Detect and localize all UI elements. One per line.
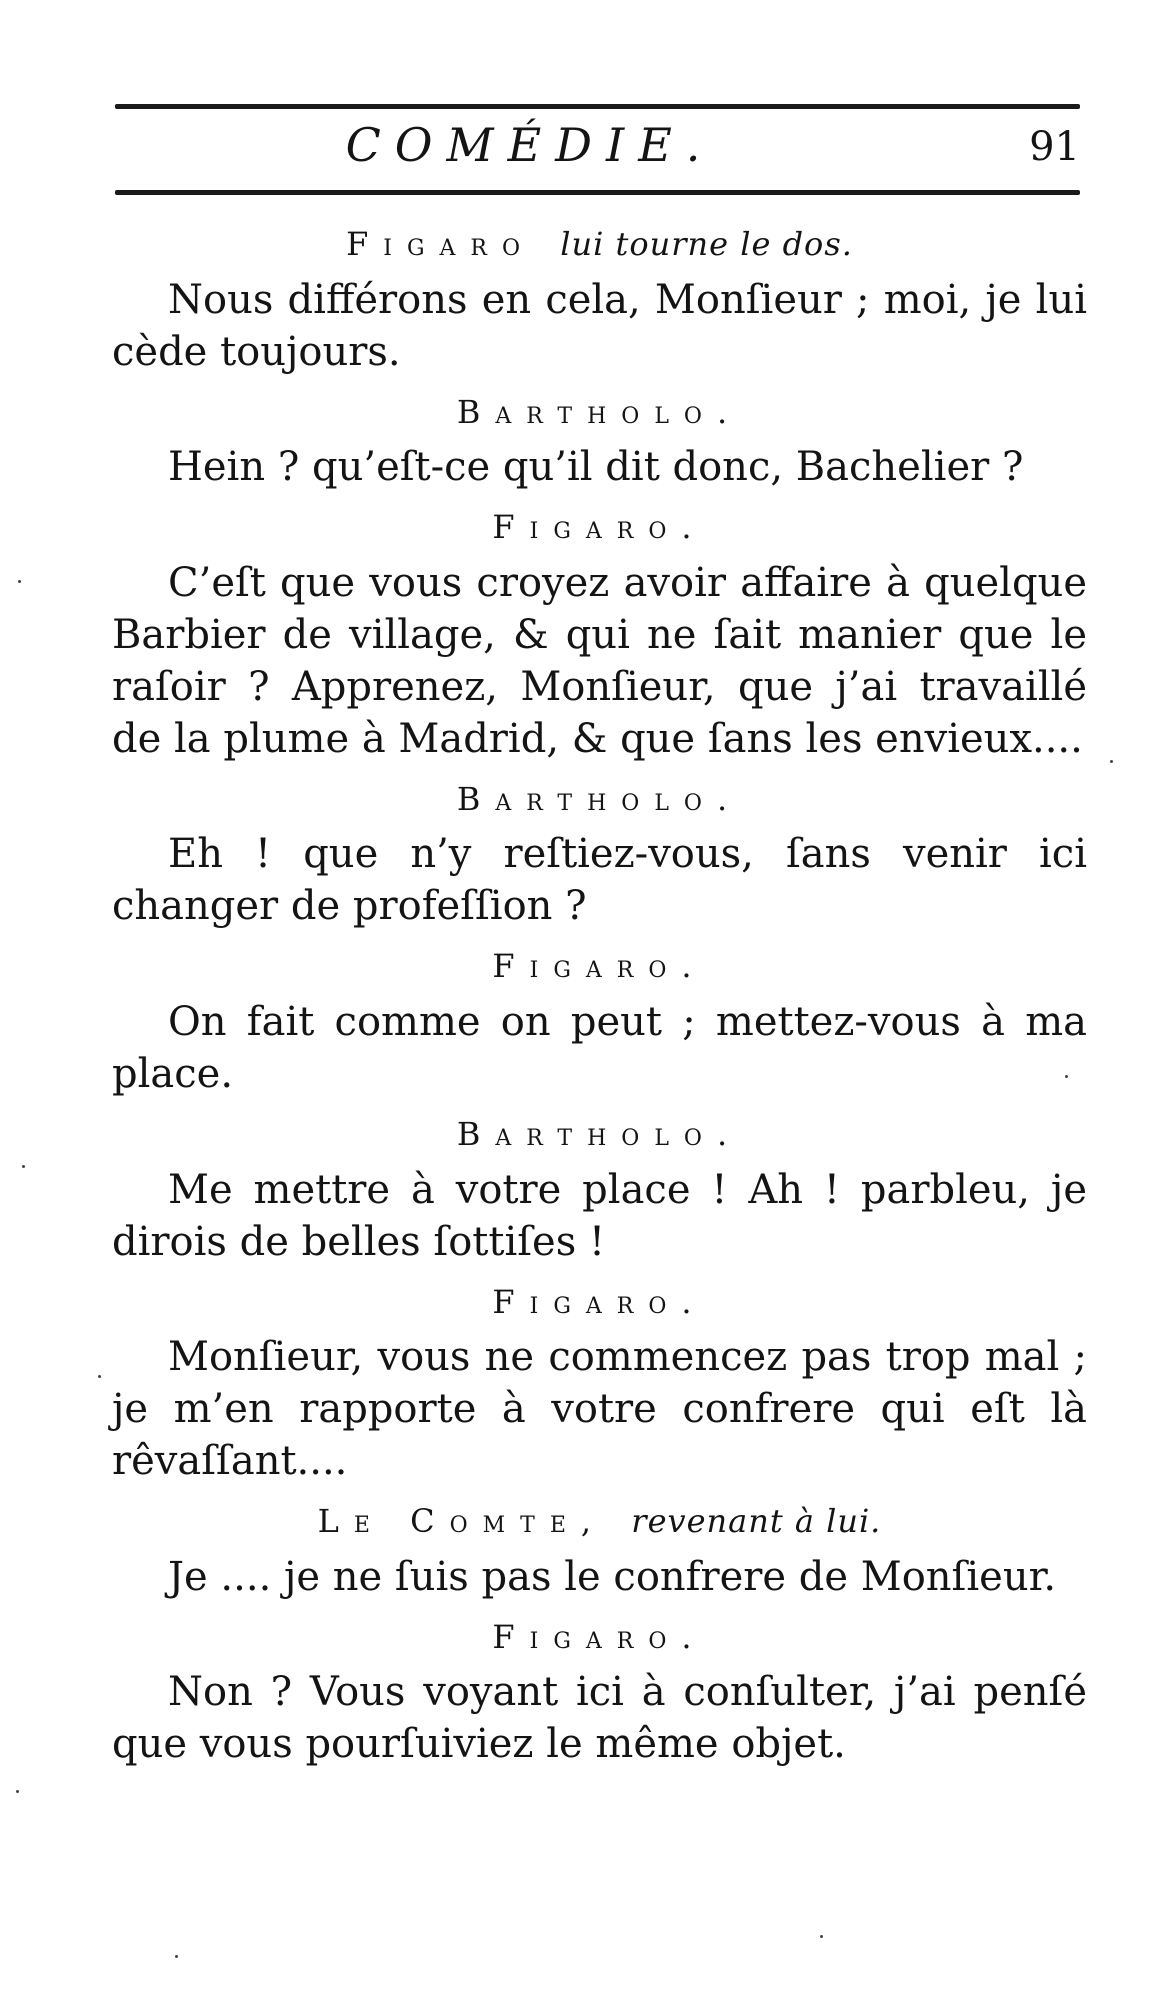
speech-text: Hein ? qu’eſt-ce qu’il dit donc, Bachelier ? (168, 444, 1024, 491)
speaker-heading (112, 1114, 1087, 1156)
speaker-heading (112, 224, 1087, 266)
speaker-heading (112, 507, 1087, 549)
speaker-heading (112, 1282, 1087, 1324)
speaker-name: Le Comte, (317, 1502, 607, 1541)
play-text (112, 210, 1087, 1770)
dialogue-block (112, 1282, 1087, 1488)
speaker-name: Figaro. (492, 508, 707, 547)
speaker-name: Bartholo. (456, 1114, 743, 1153)
speech-text: C’eſt que vous croyez avoir affaire à quelque Barbier de village, & qui ne ſait manier que le raſoir ? Apprenez, Monſieur, que j’ai travaillé de la plume à Madrid, & que ſans les envieux.... (112, 559, 1087, 762)
speech-text: Monſieur, vous ne commencez pas trop mal ; je m’en rapporte à votre confrere qui eſt là rêvaſſant.... (112, 1334, 1087, 1485)
speaker-name: Bartholo. (456, 779, 743, 818)
dialogue-block (112, 1617, 1087, 1771)
speaker-name: Figaro. (492, 1617, 707, 1656)
speaker-name: Figaro. (492, 947, 707, 986)
speaker-heading (112, 1617, 1087, 1659)
speech-text: Je .... je ne ſuis pas le confrere de Monſieur. (168, 1553, 1057, 1600)
speaker-heading (112, 1501, 1087, 1543)
dialogue-block (112, 946, 1087, 1100)
speaker-name: Bartholo. (456, 392, 743, 431)
speech-text: Nous différons en cela, Monſieur ; moi, je lui cède toujours. (112, 276, 1087, 375)
header-rule-top (115, 104, 1080, 109)
dialogue-block (112, 507, 1087, 765)
dialogue-block (112, 1114, 1087, 1268)
speaker-heading (112, 779, 1087, 821)
speech-text: Non ? Vous voyant ici à conſulter, j’ai penſé que vous pourſuiviez le même objet. (112, 1669, 1087, 1768)
running-head-title: COMÉDIE. (345, 118, 715, 172)
speech-text: On fait comme on peut ; mettez-vous à ma place. (112, 998, 1087, 1097)
page-number: 91 (1029, 124, 1080, 170)
stage-direction: lui tourne le dos. (560, 225, 853, 263)
header-rule-bottom (115, 190, 1080, 195)
speaker-name: Figaro (346, 225, 536, 263)
speaker-name: Figaro. (492, 1282, 707, 1321)
dialogue-block (112, 224, 1087, 378)
speech-text: Me mettre à votre place ! Ah ! parbleu, je dirois de belles ſottiſes ! (112, 1166, 1087, 1265)
speaker-heading (112, 946, 1087, 988)
speaker-heading (112, 392, 1087, 434)
dialogue-block (112, 1501, 1087, 1603)
stage-direction: revenant à lui. (631, 1502, 882, 1541)
dialogue-block (112, 779, 1087, 933)
dialogue-block (112, 392, 1087, 494)
speech-text: Eh ! que n’y reſtiez-vous, ſans venir ici changer de profeſſion ? (112, 831, 1087, 930)
